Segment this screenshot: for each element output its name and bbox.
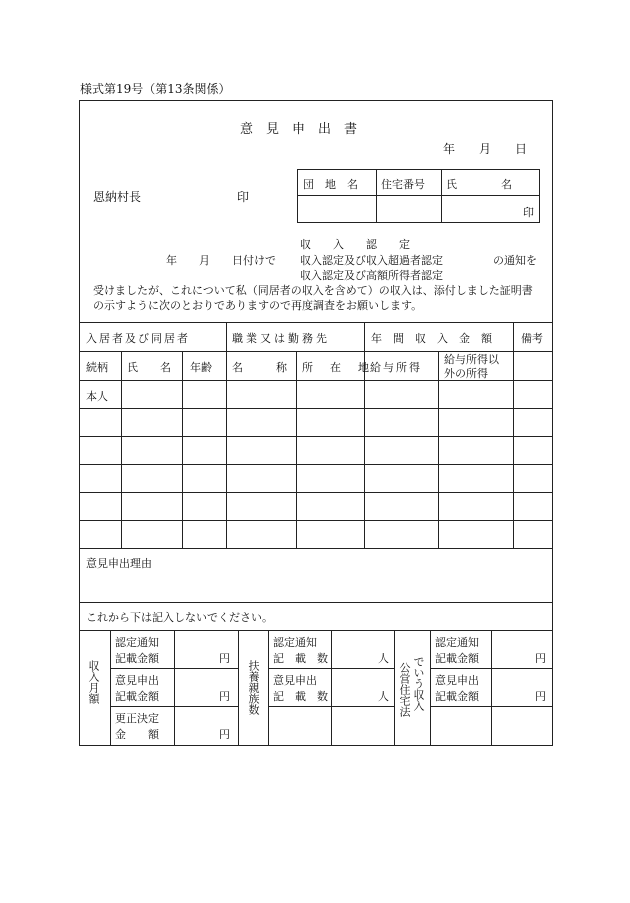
revised-amount-label-2: 金 額 (115, 728, 159, 741)
header-residents: 入居者及び同居者 (86, 332, 190, 345)
yen-unit: 円 (535, 652, 546, 665)
yen-unit: 円 (219, 652, 230, 665)
col-location: 所 在 地 (302, 361, 372, 374)
dependents-label: 扶養親族数 (247, 660, 260, 715)
revised-amount-label-1: 更正決定 (115, 712, 159, 725)
yen-unit: 円 (219, 728, 230, 741)
notice-option-3: 収入認定及び高額所得者認定 (300, 269, 443, 282)
house-number-label: 住宅番号 (381, 178, 425, 191)
notice-date-prefix: 年 月 日付けで (166, 254, 276, 267)
form-number: 様式第19号（第13条関係） (80, 82, 231, 96)
cert-amount-label-2: 記載金額 (115, 652, 159, 665)
notice-option-2: 収入認定及び収入超過者認定 (300, 254, 443, 267)
persons-unit: 人 (378, 652, 389, 665)
cert-count-label-2: 記 載 数 (273, 652, 328, 665)
col-age: 年齢 (190, 361, 212, 374)
col-name: 氏 名 (127, 361, 171, 374)
notice-option-1: 収 入 認 定 (300, 238, 410, 251)
col-salary-income: 給与所得 (370, 361, 422, 374)
col-other-income-1: 給与所得以 (444, 353, 499, 366)
col-relation: 続柄 (86, 361, 108, 374)
persons-unit: 人 (378, 690, 389, 703)
notice-suffix: の通知を (493, 254, 537, 267)
cert-amount-label-1: 認定通知 (115, 636, 159, 649)
header-workplace: 職業又は勤務先 (232, 332, 330, 345)
reason-field[interactable] (86, 572, 546, 598)
col-other-income-2: 外の所得 (444, 367, 488, 380)
public-housing-label-a: 公営住宅法 (398, 662, 411, 717)
opinion-amount-label-2: 記載金額 (115, 690, 159, 703)
housing-opinion-label-1: 意見申出 (435, 674, 479, 687)
addressee: 恩納村長 (93, 190, 142, 204)
danchi-label: 団 地 名 (303, 178, 358, 191)
yen-unit: 円 (535, 690, 546, 703)
col-company-name: 名 称 (232, 361, 287, 374)
housing-opinion-label-2: 記載金額 (435, 690, 479, 703)
submission-date[interactable]: 年 月 日 (443, 142, 528, 156)
name-field[interactable] (446, 200, 516, 220)
notice-body-2: の示すように次のとおりでありますので再度調査をお願いします。 (93, 299, 423, 312)
applicant-seal: 印 (523, 206, 534, 219)
housing-cert-label-2: 記載金額 (435, 652, 479, 665)
house-number-field[interactable] (381, 200, 439, 220)
row-self-relation: 本人 (86, 390, 108, 403)
income-monthly-label: 収入月額 (87, 660, 100, 704)
opinion-amount-label-1: 意見申出 (115, 674, 159, 687)
opinion-count-label-2: 記 載 数 (273, 690, 328, 703)
mayor-seal: 印 (237, 190, 250, 204)
housing-cert-label-1: 認定通知 (435, 636, 479, 649)
header-remarks: 備考 (521, 332, 543, 345)
yen-unit: 円 (219, 690, 230, 703)
public-housing-label-b: でいう収入 (412, 656, 425, 711)
opinion-count-label-1: 意見申出 (273, 674, 317, 687)
danchi-field[interactable] (303, 200, 373, 220)
header-annual-income: 年 間 収 入 金 額 (371, 332, 492, 345)
cert-count-label-1: 認定通知 (273, 636, 317, 649)
name-label: 氏 名 (446, 178, 512, 191)
page-title: 意 見 申 出 書 (240, 122, 358, 137)
reason-label: 意見申出理由 (86, 557, 152, 570)
office-use-note: これから下は記入しないでください。 (86, 611, 273, 624)
notice-body-1: 受けましたが、これについて私（同居者の収入を含めて）の収入は、添付しました証明書 (93, 284, 533, 297)
